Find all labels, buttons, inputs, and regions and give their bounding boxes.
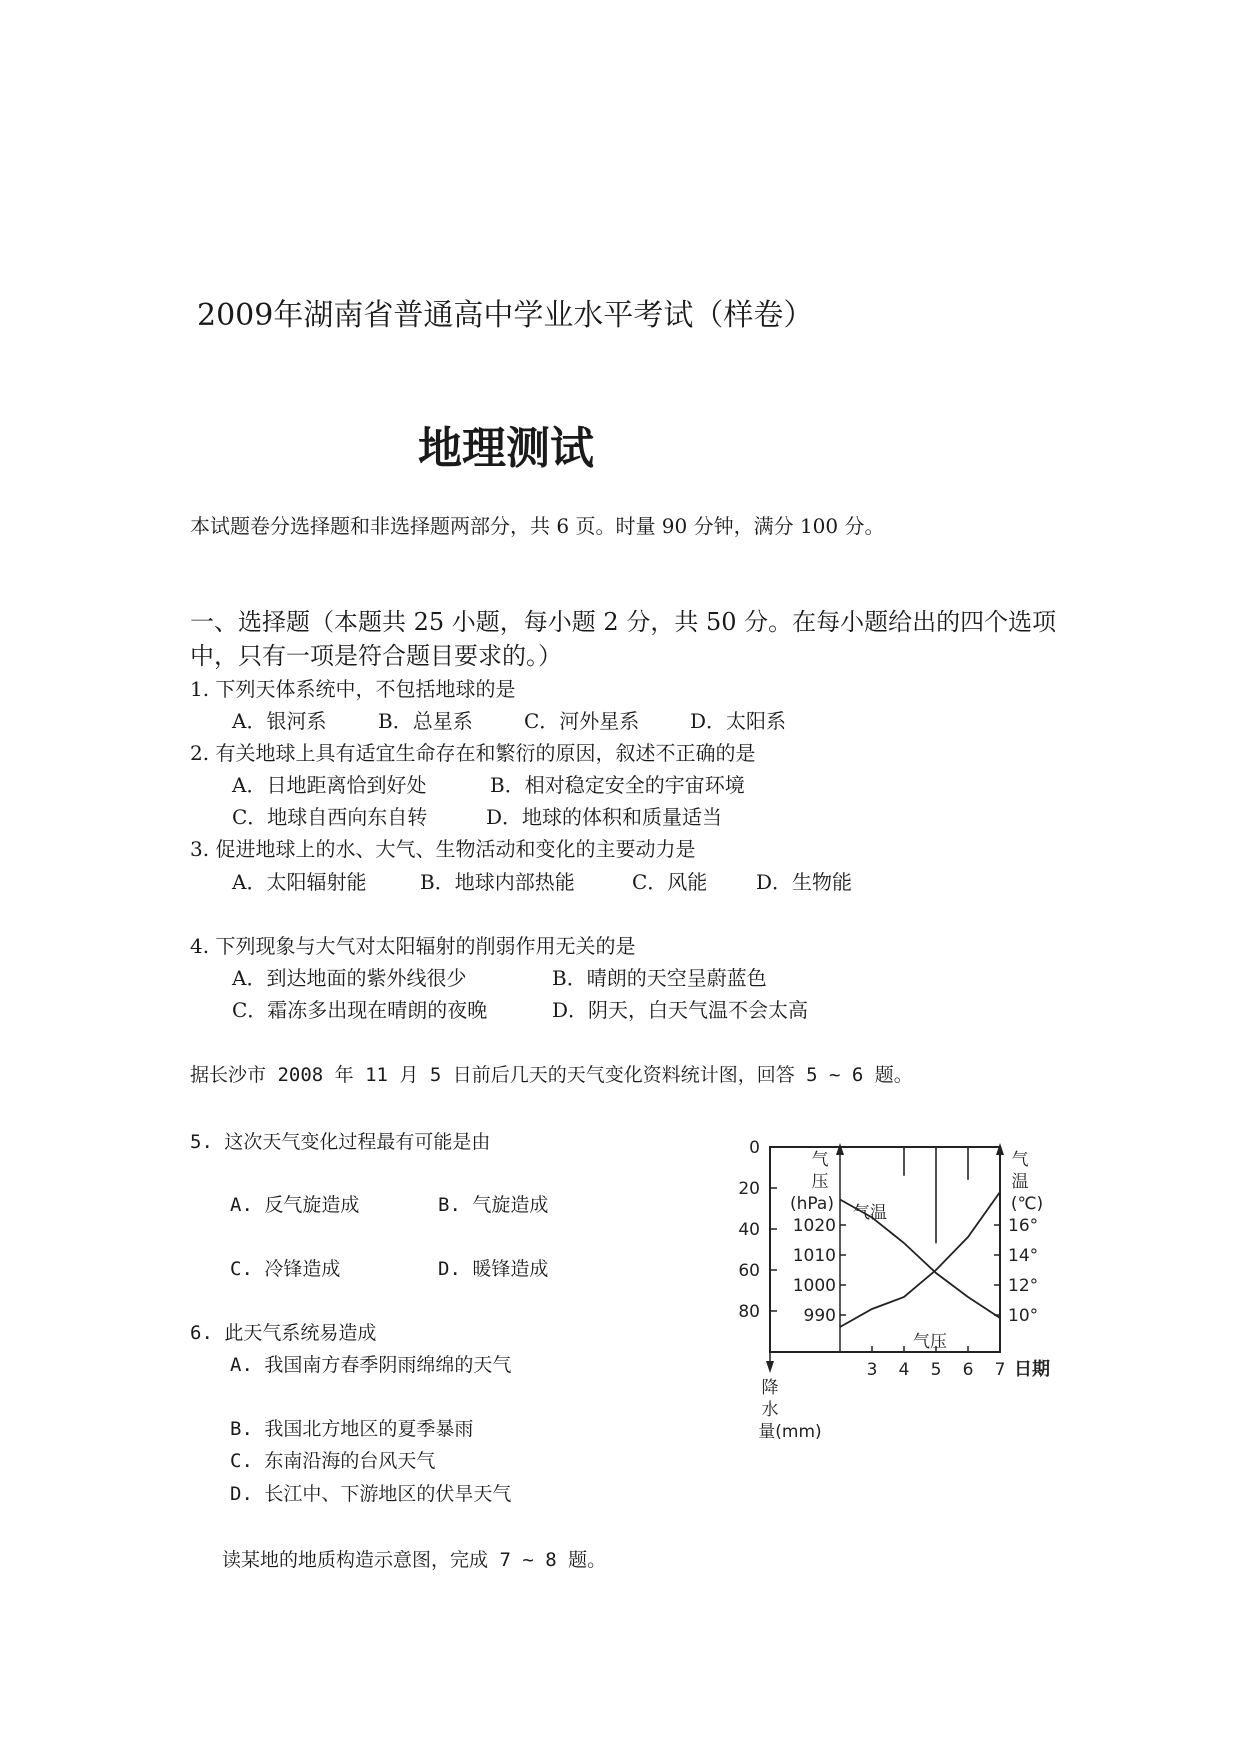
question-3-stem: 3. 促进地球上的水、大气、生物活动和变化的主要动力是 xyxy=(190,837,696,861)
date-tick-label: 7 xyxy=(994,1360,1006,1380)
question-1-option-a: A．银河系 xyxy=(232,709,327,733)
question-5-option-a: A. 反气旋造成 xyxy=(230,1194,360,1216)
question-2-option-d: D．地球的体积和质量适当 xyxy=(486,805,723,829)
weather-chart xyxy=(730,1125,1090,1445)
question-4-option-d: D．阴天，白天气温不会太高 xyxy=(552,998,809,1022)
x-axis-label: 日期 xyxy=(1014,1359,1050,1380)
question-3-option-c: C．风能 xyxy=(632,870,708,894)
pressure-axis-label-1: 气 xyxy=(811,1150,829,1170)
temperature-series-label: 气温 xyxy=(853,1203,887,1223)
question-6-option-c: C. 东南沿海的台风天气 xyxy=(230,1450,436,1472)
precip-tick-label: 40 xyxy=(738,1220,760,1240)
temperature-axis-label-1: 气 xyxy=(1011,1150,1029,1170)
temperature-tick-label: 10° xyxy=(1008,1306,1039,1326)
date-tick-label: 3 xyxy=(866,1360,878,1380)
subject-title: 地理测试 xyxy=(418,423,594,474)
question-2-option-a: A．日地距离恰到好处 xyxy=(232,773,427,797)
question-6-option-b: B. 我国北方地区的夏季暴雨 xyxy=(230,1418,474,1440)
question-1-stem: 1. 下列天体系统中，不包括地球的是 xyxy=(190,677,516,701)
weather-chart-intro: 据长沙市 2008 年 11 月 5 日前后几天的天气变化资料统计图，回答 5 ~ 6 题。 xyxy=(190,1064,913,1086)
precip-axis-label-unit: 量(mm) xyxy=(758,1422,822,1442)
date-tick-label: 6 xyxy=(962,1360,974,1380)
date-tick-label: 5 xyxy=(930,1360,942,1380)
temperature-tick-label: 12° xyxy=(1008,1276,1039,1296)
precip-axis-arrow xyxy=(766,1361,774,1373)
precip-axis-label-1: 降 xyxy=(761,1378,779,1398)
question-6-stem: 6. 此天气系统易造成 xyxy=(190,1322,377,1344)
question-3-option-b: B．地球内部热能 xyxy=(420,870,575,894)
section-heading-line2: 中，只有一项是符合题目要求的。） xyxy=(190,642,562,670)
temperature-axis-arrow xyxy=(996,1143,1004,1155)
question-5-option-d: D. 暖锋造成 xyxy=(438,1258,549,1280)
question-5-option-c: C. 冷锋造成 xyxy=(230,1258,341,1280)
pressure-axis-label-2: 压 xyxy=(811,1172,829,1192)
question-2-option-c: C．地球自西向东自转 xyxy=(232,805,428,829)
pressure-tick-label: 1020 xyxy=(792,1216,836,1236)
exam-title: 2009年湖南省普通高中学业水平考试（样卷） xyxy=(197,298,814,333)
question-5-option-b: B. 气旋造成 xyxy=(438,1194,549,1216)
pressure-tick-label: 990 xyxy=(803,1306,836,1326)
question-3-option-a: A．太阳辐射能 xyxy=(232,870,367,894)
pressure-tick-label: 1010 xyxy=(792,1246,836,1266)
exam-intro: 本试题卷分选择题和非选择题两部分，共 6 页。时量 90 分钟，满分 100 分。 xyxy=(190,514,885,538)
pressure-axis-label-unit: (hPa) xyxy=(790,1194,834,1214)
question-3-option-d: D．生物能 xyxy=(756,870,853,894)
precip-tick-label: 20 xyxy=(738,1179,760,1199)
pressure-series-label: 气压 xyxy=(913,1332,947,1352)
question-4-option-a: A．到达地面的紫外线很少 xyxy=(232,966,467,990)
date-tick-label: 4 xyxy=(898,1360,910,1380)
question-6-option-d: D. 长江中、下游地区的伏旱天气 xyxy=(230,1483,512,1505)
temperature-tick-label: 14° xyxy=(1008,1246,1039,1266)
pressure-axis-arrow xyxy=(836,1143,844,1155)
question-4-option-b: B．晴朗的天空呈蔚蓝色 xyxy=(552,966,767,990)
precip-tick-label: 60 xyxy=(738,1261,760,1281)
question-4-option-c: C．霜冻多出现在晴朗的夜晚 xyxy=(232,998,488,1022)
temperature-axis-label-unit: (℃) xyxy=(1010,1194,1044,1214)
question-2-stem: 2. 有关地球上具有适宜生命存在和繁衍的原因，叙述不正确的是 xyxy=(190,741,756,765)
question-5-stem: 5. 这次天气变化过程最有可能是由 xyxy=(190,1131,491,1153)
question-1-option-d: D．太阳系 xyxy=(690,709,787,733)
section-heading-line1: 一、选择题（本题共 25 小题，每小题 2 分，共 50 分。在每小题给出的四个选项 xyxy=(190,608,1057,636)
pressure-tick-label: 1000 xyxy=(792,1276,836,1296)
question-6-option-a: A. 我国南方春季阴雨绵绵的天气 xyxy=(230,1354,512,1376)
precip-axis-label-2: 水 xyxy=(761,1400,779,1420)
question-2-option-b: B．相对稳定安全的宇宙环境 xyxy=(490,773,745,797)
question-1-option-c: C．河外星系 xyxy=(524,709,640,733)
temperature-tick-label: 16° xyxy=(1008,1216,1039,1236)
precip-tick-label: 0 xyxy=(749,1138,760,1158)
question-1-option-b: B．总星系 xyxy=(378,709,473,733)
question-4-stem: 4. 下列现象与大气对太阳辐射的削弱作用无关的是 xyxy=(190,934,636,958)
temperature-axis-label-2: 温 xyxy=(1011,1172,1029,1192)
precip-tick-label: 80 xyxy=(738,1302,760,1322)
geology-intro: 读某地的地质构造示意图，完成 7 ~ 8 题。 xyxy=(222,1549,607,1571)
